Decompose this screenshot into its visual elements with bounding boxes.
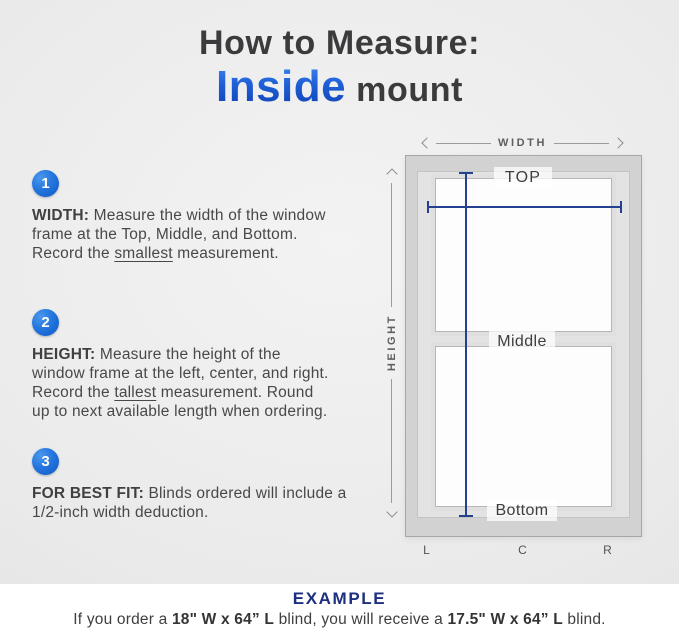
- example-section: [0, 584, 679, 642]
- upper-sash-pane: [435, 178, 612, 332]
- step-1-body: Measure the width of the window frame at the Top, Middle, and Bottom. Record the: [32, 207, 326, 262]
- example-middle: blind, you will receive a: [274, 611, 448, 628]
- title-suffix: mount: [356, 71, 463, 109]
- step-2: [32, 309, 330, 421]
- example-sentence: [0, 611, 679, 629]
- step-1: [32, 170, 330, 263]
- step-3-badge: 3: [32, 448, 59, 475]
- dimension-line: [554, 143, 609, 144]
- width-dimension-label: WIDTH: [497, 137, 548, 149]
- example-order-size: 18" W x 64” L: [171, 611, 275, 628]
- label-top: TOP: [494, 167, 552, 188]
- step-2-badge: 2: [32, 309, 59, 336]
- step-3-text: [32, 484, 372, 522]
- arrow-left-icon: [421, 137, 432, 148]
- step-3: [32, 448, 372, 522]
- step-3-body: Blinds ordered will include a 1/2-inch width deduction.: [32, 485, 347, 521]
- page-title: [0, 26, 679, 109]
- label-right-column: R: [603, 543, 613, 557]
- example-suffix: blind.: [562, 611, 606, 628]
- step-2-text: [32, 345, 330, 421]
- step-2-underlined-word: tallest: [114, 384, 157, 401]
- example-heading: EXAMPLE: [292, 589, 387, 608]
- dimension-line: [391, 379, 392, 503]
- step-1-badge: 1: [32, 170, 59, 197]
- height-dimension-label: HEIGHT: [385, 314, 398, 372]
- label-left-column: L: [423, 543, 431, 557]
- step-1-underlined-word: smallest: [114, 245, 173, 262]
- dimension-line: [436, 143, 491, 144]
- width-measure-line: [427, 206, 622, 208]
- title-line1: How to Measure:: [198, 24, 481, 62]
- height-measure-line: [465, 172, 467, 517]
- arrow-right-icon: [612, 137, 623, 148]
- dimension-line: [391, 183, 392, 307]
- arrow-up-icon: [386, 168, 397, 179]
- label-bottom: Bottom: [487, 500, 557, 521]
- title-highlight: Inside: [215, 62, 347, 111]
- lower-sash-pane: [435, 346, 612, 507]
- step-1-label: WIDTH:: [32, 207, 90, 224]
- example-receive-size: 17.5" W x 64” L: [447, 611, 563, 628]
- step-2-label: HEIGHT:: [32, 346, 96, 363]
- label-middle: Middle: [489, 331, 555, 352]
- step-2-body: Measure the height of the window frame at the left, center, and right. Record the: [32, 346, 329, 401]
- title-line2: [0, 62, 679, 111]
- step-3-label: FOR BEST FIT:: [32, 485, 144, 502]
- example-prefix: If you order a: [73, 611, 172, 628]
- step-2-body-end: measurement. Round up to next available length when ordering.: [32, 384, 328, 420]
- step-1-text: [32, 206, 330, 263]
- height-dimension: [384, 170, 399, 516]
- width-dimension: [423, 136, 622, 150]
- arrow-down-icon: [386, 506, 397, 517]
- label-center-column: C: [518, 543, 528, 557]
- step-1-body-end: measurement.: [172, 245, 279, 262]
